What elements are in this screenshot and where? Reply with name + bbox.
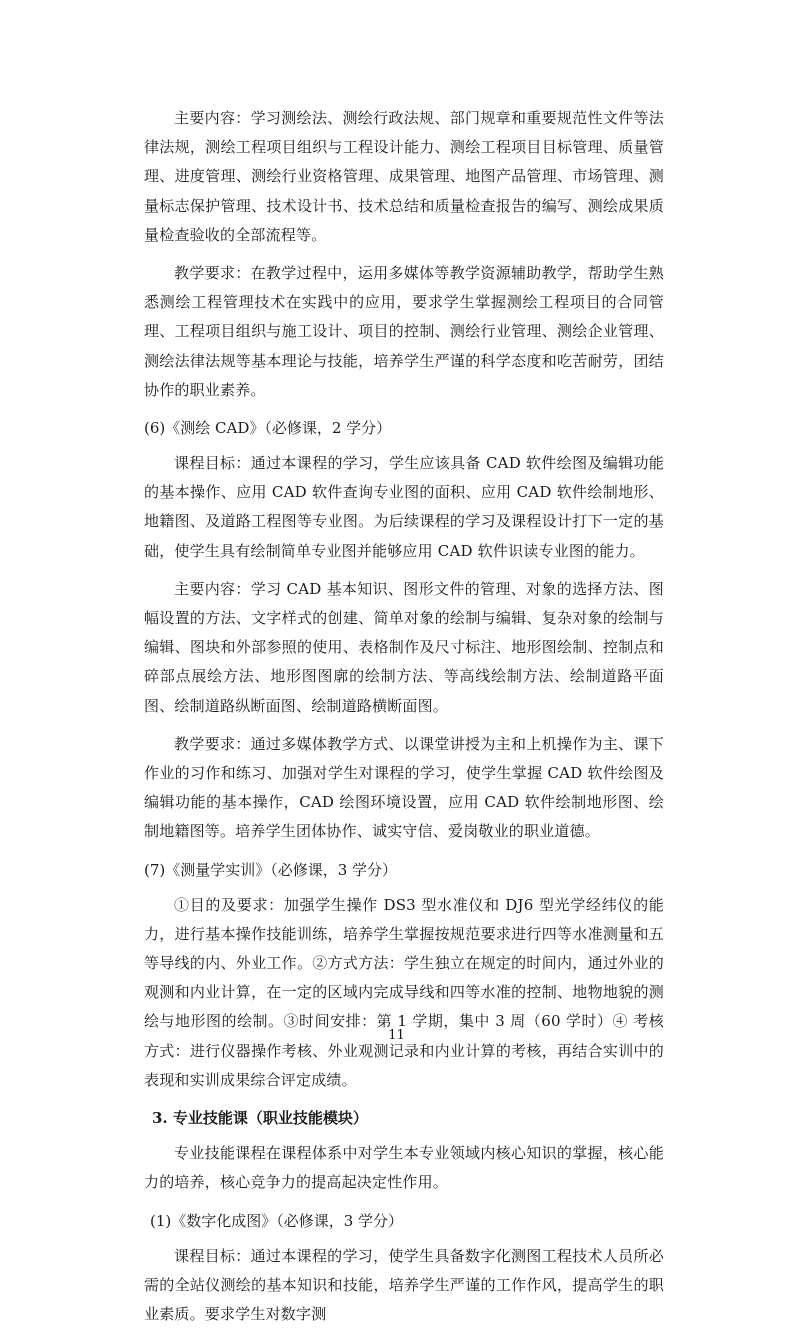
heading-course-7-practicum: (7)《测量学实训》（必修课，3 学分）: [144, 860, 398, 879]
paragraph-skills-intro: 专业技能课程在课程体系中对学生本专业领域内核心知识的掌握，核心能力的培养，核心竞争力的提高起决定性作用。: [144, 1144, 664, 1192]
heading-section-3-skills: 3. 专业技能课（职业技能模块）: [152, 1109, 368, 1128]
paragraph-main-content-survey-mgmt: 主要内容：学习测绘法、测绘行政法规、部门规章和重要规范性文件等法律法规，测绘工程项目组织与工程设计能力、测绘工程项目目标管理、质量管理、进度管理、测绘行业资格管理、成果管理、地图产品管理、市场管理、测量标志保护管理、技术设计书、技术总结和质量检查报告的编写、测绘成果质量检查验收的全部流程等。: [144, 109, 664, 244]
page-number: 11: [388, 1028, 405, 1043]
paragraph-teaching-req-survey-mgmt: 教学要求：在教学过程中，运用多媒体等教学资源辅助教学，帮助学生熟悉测绘工程管理技术在实践中的应用，要求学生掌握测绘工程项目的合同管理、工程项目组织与施工设计、项目的控制、测绘行业管理、测绘企业管理、测绘法律法规等基本理论与技能，培养学生严谨的科学态度和吃苦耐劳，团结协作的职业素养。: [144, 264, 664, 399]
paragraph-course-goal-digital-mapping: 课程目标：通过本课程的学习，使学生具备数字化测图工程技术人员所必需的全站仪测绘的基本知识和技能，培养学生严谨的工作作风，提高学生的职业素质。要求学生对数字测: [144, 1246, 664, 1323]
heading-course-6-cad: (6)《测绘 CAD》（必修课，2 学分）: [144, 419, 392, 438]
paragraph-course-goal-cad: 课程目标：通过本课程的学习，学生应该具备 CAD 软件绘图及编辑功能的基本操作、应用 CAD 软件查询专业图的面积、应用 CAD 软件绘制地形、地籍图、及道路工程图等专业图。为后续课程的学习及课程设计打下一定的基础，使学生具有绘制简单专业图并能够应用 CAD 软件识读专业图的能力。: [144, 454, 664, 560]
body-text: [144, 104, 664, 1338]
paragraph-main-content-cad: 主要内容：学习 CAD 基本知识、图形文件的管理、对象的选择方法、图幅设置的方法、文字样式的创建、简单对象的绘制与编辑、复杂对象的绘制与编辑、图块和外部参照的使用、表格制作及尺寸标注、地形图绘制、控制点和碎部点展绘方法、地形图图廓的绘制方法、等高线绘制方法、绘制道路平面图、绘制道路纵断面图、绘制道路横断面图。: [144, 579, 664, 715]
paragraph-teaching-req-cad: 教学要求：通过多媒体教学方式、以课堂讲授为主和上机操作为主、课下作业的习作和练习、加强对学生对课程的学习，使学生掌握 CAD 软件绘图及编辑功能的基本操作，CAD 绘图环境设置，应用 CAD 软件绘制地形图、绘制地籍图等。培养学生团体协作、诚实守信、爱岗敬业的职业道德。: [144, 734, 664, 841]
paragraph-practicum-details: ①目的及要求：加强学生操作 DS3 型水准仪和 DJ6 型光学经纬仪的能力，进行基本操作技能训练，培养学生掌握按规范要求进行四等水准测量和五等导线的内、外业工作。②方式方法：学生独立在规定的时间内，通过外业的观测和内业计算，在一定的区域内完成导线和四等水准的控制、地物地貌的测绘与地形图的绘制。③时间安排：第 1 学期，集中 3 周（60 学时）④ 考核方式：进行仪器操作考核、外业观测记录和内业计算的考核，再结合实训中的表现和实训成果综合评定成绩。: [144, 895, 664, 1089]
heading-course-1-digital-mapping: (1)《数字化成图》（必修课，3 学分）: [150, 1211, 404, 1230]
